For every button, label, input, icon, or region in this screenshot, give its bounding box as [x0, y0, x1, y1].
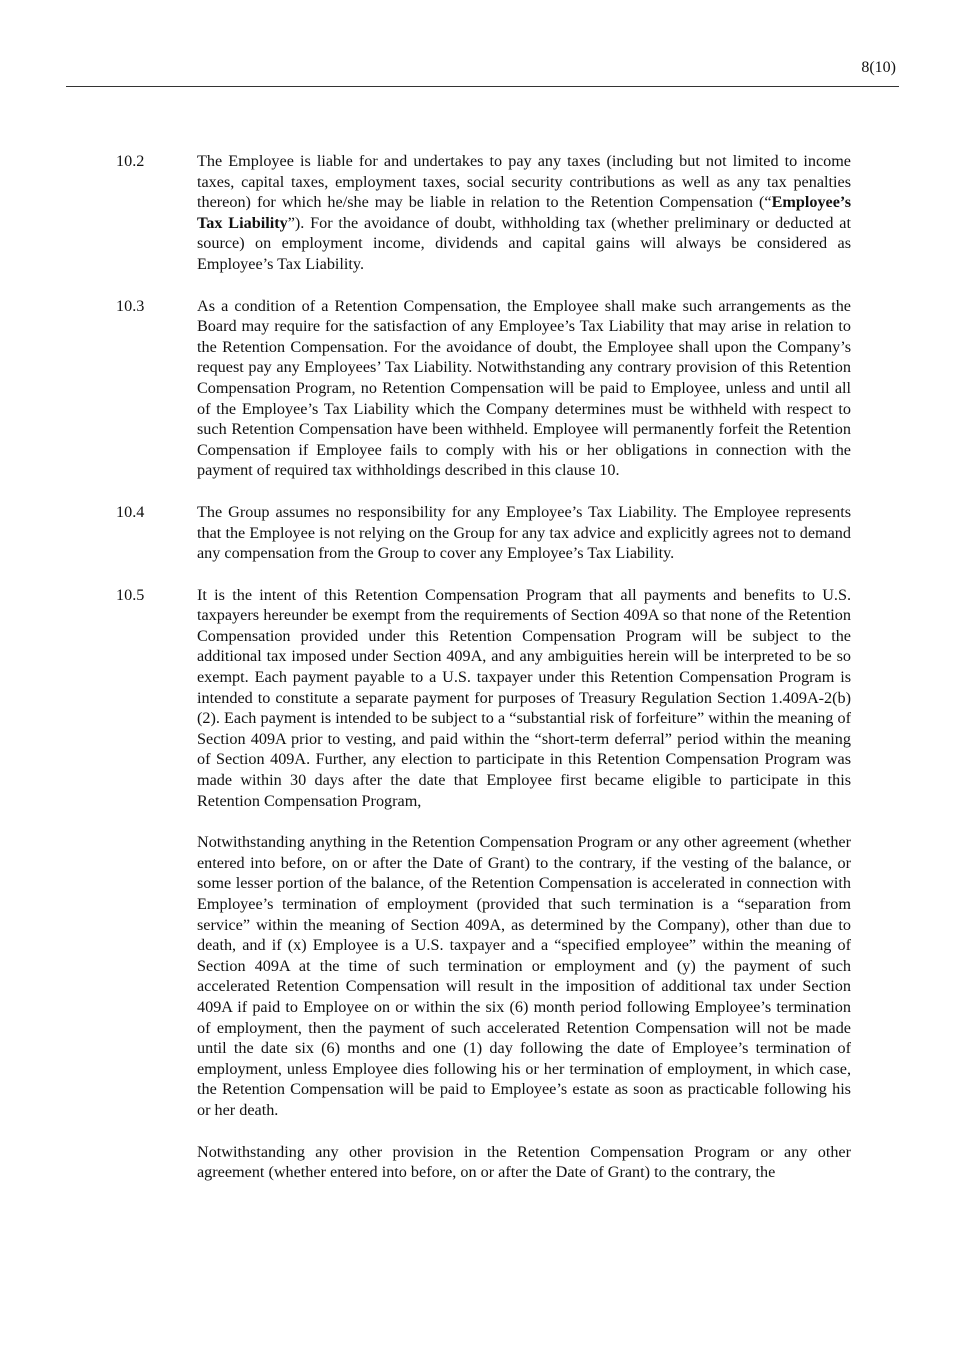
clause-body: [197, 502, 851, 564]
header-rule: [66, 86, 899, 87]
clause-paragraph: It is the intent of this Retention Compensation Program that all payments and benefits to U.S. taxpayers hereunder be exempt from the requirements of Section 409A so that none of the Retention Compensation provided under this Retention Compensation Program will be subject to the additional tax imposed under Section 409A, and any ambiguities herein will be interpreted to be so exempt. Each payment payable to a U.S. taxpayer under this Retention Compensation Program is intended to constitute a separate payment for purposes of Treasury Regulation Section 1.409A-2(b)(2). Each payment is intended to be subject to a “substantial risk of forfeiture” within the meaning of Section 409A prior to vesting, and paid within the “short-term deferral” period within the meaning of Section 409A. Further, any election to participate in this Retention Compensation Program was made within 30 days after the date that Employee first became eligible to participate in this Retention Compensation Program,: [197, 585, 851, 810]
page-number: 8(10): [861, 59, 896, 76]
clause-body: [197, 585, 851, 1183]
defined-term: Employee’s Tax Liability: [197, 193, 851, 232]
clause-number: 10.4: [116, 502, 145, 521]
clause-paragraph: The Group assumes no responsibility for any Employee’s Tax Liability. The Employee represents that the Employee is not relying on the Group for any tax advice and explicitly agrees not to demand any compensation from the Group to cover any Employee’s Tax Liability.: [197, 502, 851, 563]
clause-10-5: [116, 585, 851, 1183]
document-body: [116, 151, 851, 1204]
clause-paragraph: Notwithstanding anything in the Retention Compensation Program or any other agreement (whether entered into before, on or after the Date of Grant) to the contrary, if the vesting of the balance, or some lesser portion of the balance, of the Retention Compensation is accelerated in connection with Employee’s termination of employment (provided that such termination is a “separation from service” within the meaning of Section 409A, as determined by the Company), other than due to death, and if (x) Employee is a U.S. taxpayer and a “specified employee” within the meaning of Section 409A at the time of such termination or employment and (y) the payment of such accelerated Retention Compensation will result in the imposition of additional tax under Section 409A if paid to Employee on or within the six (6) month period following Employee’s termination of employment, then the payment of such accelerated Retention Compensation will not be made until the date six (6) months and one (1) day following the date of Employee’s termination of employment, unless Employee dies following his or her termination of employment, in which case, the Retention Compensation will be paid to Employee’s estate as soon as practicable following his or her death.: [197, 833, 851, 1119]
clause-paragraph: Notwithstanding any other provision in the Retention Compensation Program or any other agreement (whether entered into before, on or after the Date of Grant) to the contrary, the: [197, 1142, 851, 1182]
clause-number: 10.3: [116, 296, 145, 315]
clause-number: 10.2: [116, 152, 145, 170]
clause-paragraph: [197, 151, 851, 275]
clause-body: [197, 151, 851, 275]
paragraph-text: The Employee is liable for and undertakes to pay any taxes (including but not limited to income taxes, capital taxes, employment taxes, social security contributions as well as any tax penalties thereon) for which he/she may be liable in relation to the Retention Compensation (“: [197, 152, 851, 212]
clause-paragraph: As a condition of a Retention Compensation, the Employee shall make such arrangements as the Board may require for the satisfaction of any Employee’s Tax Liability that may arise in relation to the Retention Compensation. For the avoidance of doubt, the Employee shall upon the Company’s request pay any Employees’ Tax Liability. Notwithstanding any contrary provision of this Retention Compensation Program, no Retention Compensation will be paid to Employee, unless and until all of the Employee’s Tax Liability which the Company determines must be withheld with respect to such Retention Compensation have been withheld. Employee will permanently forfeit the Retention Compensation if Employee fails to comply with his or her obligations in connection with the payment of required tax withholdings described in this clause 10.: [197, 296, 851, 480]
clause-number: 10.5: [116, 585, 145, 604]
clause-10-4: [116, 502, 851, 564]
clause-body: [197, 296, 851, 481]
clause-10-3: [116, 296, 851, 481]
clause-10-2: [116, 151, 851, 275]
paragraph-text: ”). For the avoidance of doubt, withholding tax (whether preliminary or deducted at source) on employment income, dividends and capital gains will always be considered as Employee’s Tax Liability.: [197, 213, 851, 273]
